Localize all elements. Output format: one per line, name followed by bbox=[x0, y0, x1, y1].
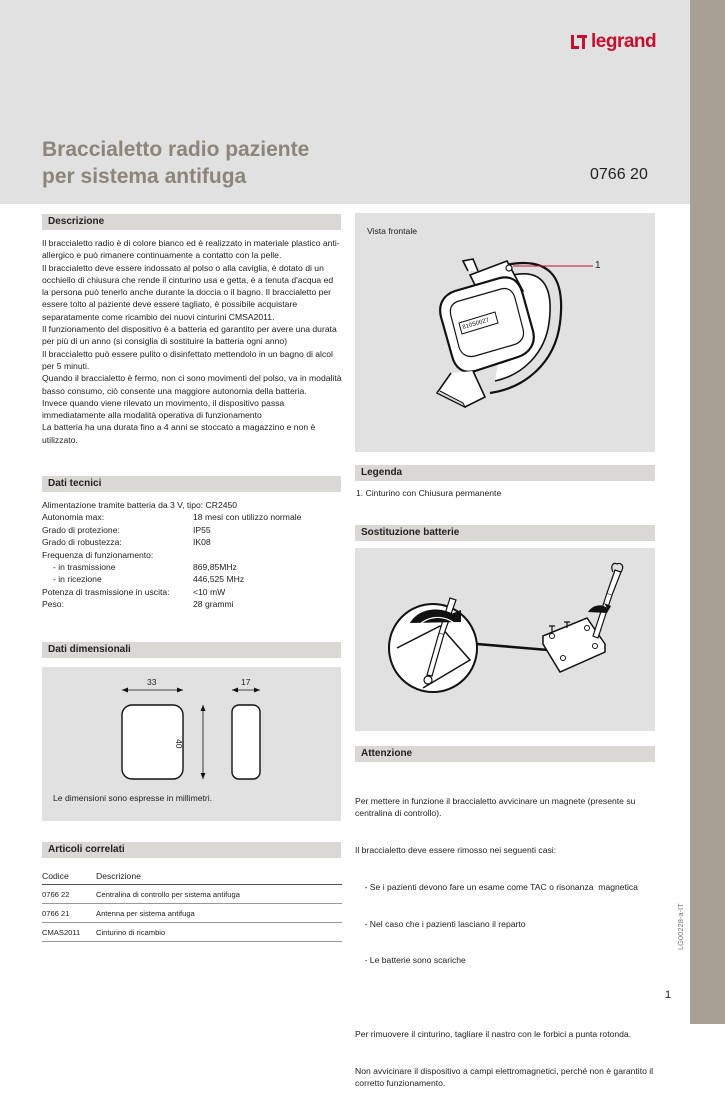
related-desc: Centralina di controllo per sistema antifuga bbox=[96, 885, 342, 904]
related-desc: Antenna per sistema antifuga bbox=[96, 904, 342, 923]
dimensions-heading: Dati dimensionali bbox=[42, 642, 341, 658]
spec-row: Grado di robustezza: IK08 bbox=[42, 537, 211, 548]
spec-row: Autonomia max: 18 mesi con utilizzo normale bbox=[42, 512, 302, 523]
spec-row: Peso: 28 grammi bbox=[42, 599, 234, 610]
title-line-1: Braccialetto radio paziente bbox=[42, 138, 310, 161]
bracelet-drawing bbox=[355, 213, 655, 452]
warning-line: Non avvicinare il dispositivo a campi elettromagnetici, perché non è garantito il corretto funzionamento. bbox=[355, 1065, 656, 1089]
battery-heading: Sostituzione batterie bbox=[355, 525, 655, 541]
col-desc-header: Descrizione bbox=[96, 867, 342, 885]
warning-line: Per rimuovere il cinturino, tagliare il nastro con le forbici a punta rotonda. bbox=[355, 1028, 632, 1039]
title-line-2: per sistema antifuga bbox=[42, 165, 247, 188]
description-paragraph: Il funzionamento del dispositivo è a batteria ed garantito per avere una durata per più di un anno (si consiglia di sostituire la batteria ogni anno) bbox=[42, 324, 337, 347]
warning-body bbox=[355, 770, 655, 1102]
brand-name: legrand bbox=[591, 31, 657, 52]
dimensions-note: Le dimensioni sono espresse in millimetri. bbox=[53, 793, 213, 803]
related-table-header bbox=[42, 867, 342, 885]
page-number: 1 bbox=[665, 989, 672, 1001]
spec-row: Alimentazione tramite batteria da 3 V, tipo: CR2450 bbox=[42, 500, 238, 510]
related-code: 0766 22 bbox=[42, 885, 96, 904]
document-code: LG00228-a-IT bbox=[676, 903, 685, 950]
legend-item: 1. Cinturino con Chiusura permanente bbox=[356, 488, 502, 498]
related-table-wrap bbox=[42, 867, 342, 942]
description-body bbox=[42, 237, 342, 446]
legrand-logo bbox=[571, 30, 661, 54]
width-dimension: 33 bbox=[147, 677, 157, 687]
front-view-panel bbox=[355, 213, 655, 452]
warning-line: - Nel caso che i pazienti lasciano il reparto bbox=[355, 918, 526, 929]
warning-line: Per mettere in funzione il braccialetto avvicinare un magnete (presente su centralina di controllo). bbox=[355, 795, 638, 818]
table-row bbox=[42, 885, 342, 904]
table-row bbox=[42, 904, 342, 923]
battery-replacement-drawing bbox=[355, 548, 655, 731]
description-paragraph: La batteria ha una durata fino a 4 anni se stoccato a magazzino e non è utilizzato. bbox=[42, 422, 316, 445]
legend-heading: Legenda bbox=[355, 465, 655, 481]
technical-heading: Dati tecnici bbox=[42, 476, 341, 492]
description-paragraph: Il braccialetto può essere pulito o disinfettato mettendolo in un bagno di alcol per 5 minuti. bbox=[42, 348, 333, 371]
legrand-mark-icon bbox=[571, 33, 587, 51]
battery-panel bbox=[355, 548, 655, 731]
description-paragraph: Quando il braccialetto è fermo, non ci sono movimenti del polso, va in modalità basso consumo, ciò consente una maggiore autonomia della batteria. bbox=[42, 373, 342, 396]
spec-row: Frequenza di funzionamento: bbox=[42, 549, 154, 560]
warning-line: Il braccialetto deve essere rimosso nei seguenti casi: bbox=[355, 844, 557, 855]
related-desc: Cinturino di ricambio bbox=[96, 923, 342, 942]
product-code: 0766 20 bbox=[590, 166, 648, 183]
spec-row: Grado di protezione: IP55 bbox=[42, 524, 211, 535]
description-paragraph: Invece quando viene rilevato un movimento, il dispositivo passa immediatamente alla modalità operativa di funzionamento bbox=[42, 397, 285, 421]
device-serial: 810S0027 bbox=[461, 317, 490, 331]
technical-specs bbox=[42, 499, 342, 611]
warning-line: - Se i pazienti devono fare un esame come TAC o risonanza magnetica bbox=[355, 881, 638, 892]
height-dimension: 40 bbox=[174, 739, 184, 749]
col-code-header: Codice bbox=[42, 867, 96, 885]
related-table bbox=[42, 867, 342, 942]
dimensions-panel bbox=[42, 667, 341, 821]
side-strip bbox=[690, 0, 725, 1024]
warning-heading: Attenzione bbox=[355, 746, 655, 762]
table-row bbox=[42, 923, 342, 942]
page-title bbox=[42, 136, 402, 190]
callout-number: 1 bbox=[595, 260, 601, 271]
depth-dimension: 17 bbox=[241, 677, 251, 687]
description-heading: Descrizione bbox=[42, 214, 341, 230]
spec-row: Potenza di trasmissione in uscita: <10 mW bbox=[42, 586, 226, 597]
related-heading: Articoli correlati bbox=[42, 842, 341, 858]
spec-row: - in ricezione 446,525 MHz bbox=[53, 574, 245, 585]
spec-row: - in trasmissione 869,85MHz bbox=[53, 562, 237, 573]
related-code: 0766 21 bbox=[42, 904, 96, 923]
warning-line: - Le batterie sono scariche bbox=[355, 955, 466, 966]
front-view-label: Vista frontale bbox=[367, 226, 418, 236]
related-code: CMAS2011 bbox=[42, 923, 96, 942]
warning-line bbox=[355, 991, 655, 1003]
description-paragraph: Il braccialetto deve essere indossato al polso o alla caviglia, è dotato di un occhiello di chiusura che rende il cinturino usa e getta, è a tenuta d'acqua ed la persona può tenerlo anche durante la doccia o il bagno. Il braccialetto per essere tolto al paziente deve essere tagliato, è possibile acquistare separatamente come ricambio dei nuovi cinturini CMSA2011. bbox=[42, 262, 334, 322]
description-paragraph: Il braccialetto radio è di colore bianco ed è realizzato in materiale plastico anti-allergico e può rimanere continuamente a contatto con la pelle. bbox=[42, 238, 340, 261]
